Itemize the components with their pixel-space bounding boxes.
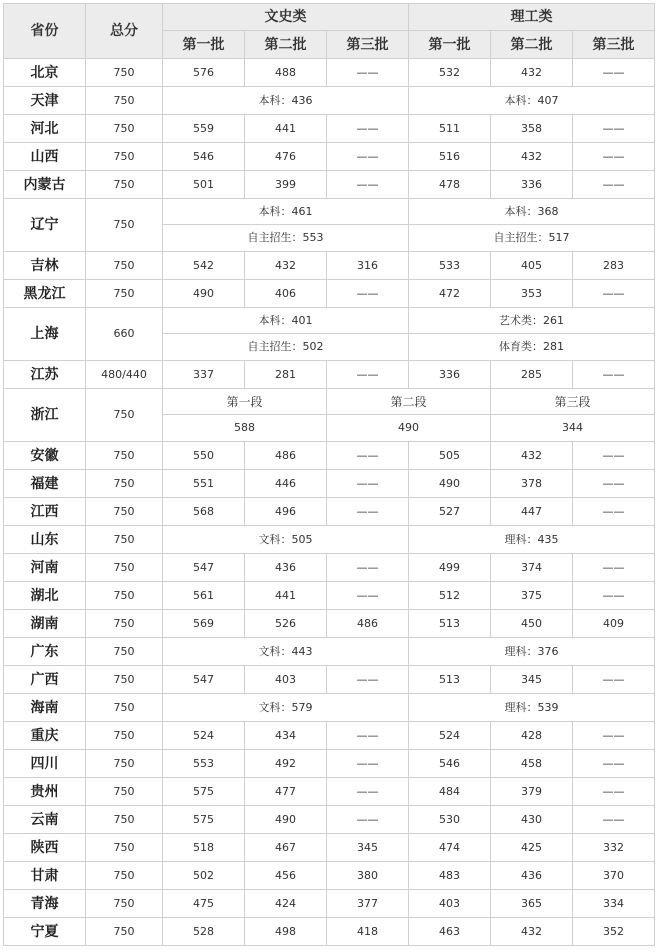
score-cell: —— [573, 442, 655, 470]
table-row [4, 171, 655, 199]
score-cell: 524 [163, 722, 245, 750]
score-cell: 432 [491, 143, 573, 171]
table-row [4, 778, 655, 806]
score-cell: 399 [245, 171, 327, 199]
total-cell: 750 [86, 498, 163, 526]
score-cell: 492 [245, 750, 327, 778]
stage-label-cell: 第三段 [491, 389, 655, 415]
score-cell: 336 [491, 171, 573, 199]
total-cell: 750 [86, 87, 163, 115]
table-row [4, 834, 655, 862]
score-cell: 542 [163, 252, 245, 280]
score-cell: 483 [409, 862, 491, 890]
score-cell: 418 [327, 918, 409, 946]
score-table [3, 3, 655, 946]
stage-label-cell: 第一段 [163, 389, 327, 415]
score-cell: 488 [245, 59, 327, 87]
province-cell: 吉林 [4, 252, 86, 280]
score-cell: —— [573, 280, 655, 308]
table-row [4, 470, 655, 498]
arts-merged-cell: 文科：443 [163, 638, 409, 666]
score-cell: 409 [573, 610, 655, 638]
score-cell: 447 [491, 498, 573, 526]
science-merged-cell: 本科：407 [409, 87, 655, 115]
score-cell: 496 [245, 498, 327, 526]
arts-merged-cell: 本科：461 [163, 199, 409, 225]
score-cell: —— [573, 470, 655, 498]
score-cell: —— [327, 582, 409, 610]
total-cell: 750 [86, 918, 163, 946]
score-cell: 334 [573, 890, 655, 918]
score-cell: 472 [409, 280, 491, 308]
score-cell: 561 [163, 582, 245, 610]
score-cell: —— [327, 280, 409, 308]
table-row [4, 143, 655, 171]
table-row [4, 442, 655, 470]
score-cell: 403 [245, 666, 327, 694]
total-cell: 750 [86, 442, 163, 470]
score-cell: —— [327, 442, 409, 470]
score-cell: 345 [491, 666, 573, 694]
table-row [4, 115, 655, 143]
score-cell: 513 [409, 610, 491, 638]
score-cell: 518 [163, 834, 245, 862]
science-merged-cell: 艺术类：261 [409, 308, 655, 334]
score-cell: —— [573, 361, 655, 389]
score-cell: 467 [245, 834, 327, 862]
total-cell: 480/440 [86, 361, 163, 389]
score-cell: 511 [409, 115, 491, 143]
score-cell: —— [327, 806, 409, 834]
score-cell: 432 [491, 442, 573, 470]
score-cell: 490 [245, 806, 327, 834]
province-cell: 黑龙江 [4, 280, 86, 308]
score-cell: 505 [409, 442, 491, 470]
score-cell: —— [573, 115, 655, 143]
arts-merged-cell: 自主招生：502 [163, 334, 409, 361]
score-cell: 547 [163, 666, 245, 694]
province-cell: 河北 [4, 115, 86, 143]
province-cell: 福建 [4, 470, 86, 498]
province-cell: 辽宁 [4, 199, 86, 252]
table-row [4, 862, 655, 890]
score-cell: 436 [245, 554, 327, 582]
score-cell: —— [327, 59, 409, 87]
score-cell: 379 [491, 778, 573, 806]
score-cell: 474 [409, 834, 491, 862]
score-cell: 546 [409, 750, 491, 778]
science-merged-cell: 理科：376 [409, 638, 655, 666]
total-cell: 750 [86, 280, 163, 308]
score-cell: 425 [491, 834, 573, 862]
province-cell: 宁夏 [4, 918, 86, 946]
total-cell: 750 [86, 638, 163, 666]
total-cell: 750 [86, 834, 163, 862]
score-cell: 446 [245, 470, 327, 498]
province-cell: 甘肃 [4, 862, 86, 890]
score-cell: 380 [327, 862, 409, 890]
table-row [4, 87, 655, 115]
score-cell: 512 [409, 582, 491, 610]
score-cell: 374 [491, 554, 573, 582]
table-row [4, 554, 655, 582]
table-row [4, 280, 655, 308]
score-cell: 365 [491, 890, 573, 918]
header-arts: 文史类 [163, 4, 409, 31]
score-cell: 436 [491, 862, 573, 890]
header-arts-batch-3: 第三批 [327, 31, 409, 59]
province-cell: 河南 [4, 554, 86, 582]
score-cell: —— [573, 778, 655, 806]
score-cell: 527 [409, 498, 491, 526]
province-cell: 北京 [4, 59, 86, 87]
table-row [4, 389, 655, 415]
table-row [4, 694, 655, 722]
score-cell: —— [327, 115, 409, 143]
total-cell: 750 [86, 526, 163, 554]
score-cell: —— [327, 498, 409, 526]
score-cell: 375 [491, 582, 573, 610]
score-cell: —— [327, 554, 409, 582]
header-science: 理工类 [409, 4, 655, 31]
score-cell: 475 [163, 890, 245, 918]
province-cell: 湖北 [4, 582, 86, 610]
total-cell: 660 [86, 308, 163, 361]
score-cell: 424 [245, 890, 327, 918]
province-cell: 天津 [4, 87, 86, 115]
total-cell: 750 [86, 778, 163, 806]
score-cell: 405 [491, 252, 573, 280]
score-cell: 486 [245, 442, 327, 470]
score-cell: —— [573, 750, 655, 778]
score-cell: —— [327, 171, 409, 199]
province-cell: 安徽 [4, 442, 86, 470]
table-row [4, 526, 655, 554]
table-row [4, 638, 655, 666]
score-cell: 336 [409, 361, 491, 389]
score-cell: 283 [573, 252, 655, 280]
header-science-batch-2: 第二批 [491, 31, 573, 59]
total-cell: 750 [86, 199, 163, 252]
score-cell: 345 [327, 834, 409, 862]
score-cell: 332 [573, 834, 655, 862]
science-merged-cell: 体育类：281 [409, 334, 655, 361]
total-cell: 750 [86, 610, 163, 638]
header-arts-batch-2: 第二批 [245, 31, 327, 59]
score-cell: 498 [245, 918, 327, 946]
province-cell: 贵州 [4, 778, 86, 806]
score-cell: 490 [409, 470, 491, 498]
arts-merged-cell: 文科：579 [163, 694, 409, 722]
score-cell: 528 [163, 918, 245, 946]
total-cell: 750 [86, 470, 163, 498]
score-cell: 463 [409, 918, 491, 946]
header-science-batch-3: 第三批 [573, 31, 655, 59]
table-row [4, 918, 655, 946]
table-row [4, 582, 655, 610]
score-cell: 378 [491, 470, 573, 498]
table-row [4, 722, 655, 750]
total-cell: 750 [86, 582, 163, 610]
arts-merged-cell: 自主招生：553 [163, 225, 409, 252]
score-cell: 547 [163, 554, 245, 582]
total-cell: 750 [86, 862, 163, 890]
score-cell: 441 [245, 582, 327, 610]
score-cell: —— [327, 778, 409, 806]
score-cell: 434 [245, 722, 327, 750]
score-cell: 358 [491, 115, 573, 143]
score-cell: —— [573, 806, 655, 834]
score-cell: 353 [491, 280, 573, 308]
score-cell: —— [573, 582, 655, 610]
score-cell: 551 [163, 470, 245, 498]
score-cell: —— [573, 722, 655, 750]
score-cell: 458 [491, 750, 573, 778]
total-cell: 750 [86, 389, 163, 442]
score-cell: 513 [409, 666, 491, 694]
score-cell: 370 [573, 862, 655, 890]
header-science-batch-1: 第一批 [409, 31, 491, 59]
province-cell: 上海 [4, 308, 86, 361]
province-cell: 广西 [4, 666, 86, 694]
score-cell: 316 [327, 252, 409, 280]
province-cell: 重庆 [4, 722, 86, 750]
table-row [4, 806, 655, 834]
stage-score-cell: 344 [491, 415, 655, 442]
score-cell: 576 [163, 59, 245, 87]
province-cell: 陕西 [4, 834, 86, 862]
table-row [4, 199, 655, 225]
province-cell: 广东 [4, 638, 86, 666]
score-cell: 428 [491, 722, 573, 750]
province-cell: 湖南 [4, 610, 86, 638]
province-cell: 四川 [4, 750, 86, 778]
score-cell: 559 [163, 115, 245, 143]
header-arts-batch-1: 第一批 [163, 31, 245, 59]
score-cell: 526 [245, 610, 327, 638]
score-cell: 553 [163, 750, 245, 778]
table-body [4, 59, 655, 946]
header-total: 总分 [86, 4, 163, 59]
score-cell: —— [573, 143, 655, 171]
province-cell: 山东 [4, 526, 86, 554]
score-cell: 546 [163, 143, 245, 171]
score-cell: 478 [409, 171, 491, 199]
province-cell: 浙江 [4, 389, 86, 442]
science-merged-cell: 理科：539 [409, 694, 655, 722]
score-cell: 432 [245, 252, 327, 280]
score-cell: 430 [491, 806, 573, 834]
score-cell: 377 [327, 890, 409, 918]
score-cell: 575 [163, 806, 245, 834]
arts-merged-cell: 本科：401 [163, 308, 409, 334]
score-cell: 484 [409, 778, 491, 806]
score-cell: 499 [409, 554, 491, 582]
province-cell: 青海 [4, 890, 86, 918]
score-cell: 490 [163, 280, 245, 308]
total-cell: 750 [86, 750, 163, 778]
total-cell: 750 [86, 59, 163, 87]
score-cell: 432 [491, 918, 573, 946]
score-cell: 476 [245, 143, 327, 171]
table-row [4, 498, 655, 526]
total-cell: 750 [86, 554, 163, 582]
province-cell: 云南 [4, 806, 86, 834]
score-cell: —— [573, 666, 655, 694]
score-cell: 516 [409, 143, 491, 171]
score-cell: 575 [163, 778, 245, 806]
score-cell: 568 [163, 498, 245, 526]
score-cell: 524 [409, 722, 491, 750]
score-cell: 502 [163, 862, 245, 890]
province-cell: 山西 [4, 143, 86, 171]
score-cell: —— [573, 554, 655, 582]
total-cell: 750 [86, 252, 163, 280]
score-cell: 406 [245, 280, 327, 308]
score-cell: 569 [163, 610, 245, 638]
province-cell: 海南 [4, 694, 86, 722]
science-merged-cell: 理科：435 [409, 526, 655, 554]
score-cell: 337 [163, 361, 245, 389]
score-cell: 533 [409, 252, 491, 280]
score-cell: —— [573, 171, 655, 199]
total-cell: 750 [86, 722, 163, 750]
score-cell: —— [573, 59, 655, 87]
score-cell: 352 [573, 918, 655, 946]
stage-score-cell: 490 [327, 415, 491, 442]
score-cell: —— [327, 750, 409, 778]
score-cell: —— [573, 498, 655, 526]
score-cell: 530 [409, 806, 491, 834]
score-cell: 432 [491, 59, 573, 87]
science-merged-cell: 自主招生：517 [409, 225, 655, 252]
total-cell: 750 [86, 806, 163, 834]
table-row [4, 361, 655, 389]
stage-score-cell: 588 [163, 415, 327, 442]
table-row [4, 666, 655, 694]
table-row [4, 252, 655, 280]
table-row [4, 610, 655, 638]
score-cell: 450 [491, 610, 573, 638]
score-cell: —— [327, 722, 409, 750]
score-cell: —— [327, 666, 409, 694]
total-cell: 750 [86, 143, 163, 171]
score-cell: 281 [245, 361, 327, 389]
score-cell: 550 [163, 442, 245, 470]
score-cell: 285 [491, 361, 573, 389]
total-cell: 750 [86, 171, 163, 199]
score-cell: 486 [327, 610, 409, 638]
table-row [4, 750, 655, 778]
score-cell: —— [327, 143, 409, 171]
score-cell: 403 [409, 890, 491, 918]
science-merged-cell: 本科：368 [409, 199, 655, 225]
total-cell: 750 [86, 890, 163, 918]
province-cell: 内蒙古 [4, 171, 86, 199]
score-cell: 441 [245, 115, 327, 143]
score-cell: 456 [245, 862, 327, 890]
table-row [4, 59, 655, 87]
score-cell: 477 [245, 778, 327, 806]
table-row [4, 890, 655, 918]
total-cell: 750 [86, 666, 163, 694]
table-row [4, 308, 655, 334]
arts-merged-cell: 本科：436 [163, 87, 409, 115]
province-cell: 江西 [4, 498, 86, 526]
total-cell: 750 [86, 115, 163, 143]
total-cell: 750 [86, 694, 163, 722]
province-cell: 江苏 [4, 361, 86, 389]
score-cell: 501 [163, 171, 245, 199]
stage-label-cell: 第二段 [327, 389, 491, 415]
score-cell: —— [327, 361, 409, 389]
header-province: 省份 [4, 4, 86, 59]
score-cell: 532 [409, 59, 491, 87]
arts-merged-cell: 文科：505 [163, 526, 409, 554]
score-cell: —— [327, 470, 409, 498]
